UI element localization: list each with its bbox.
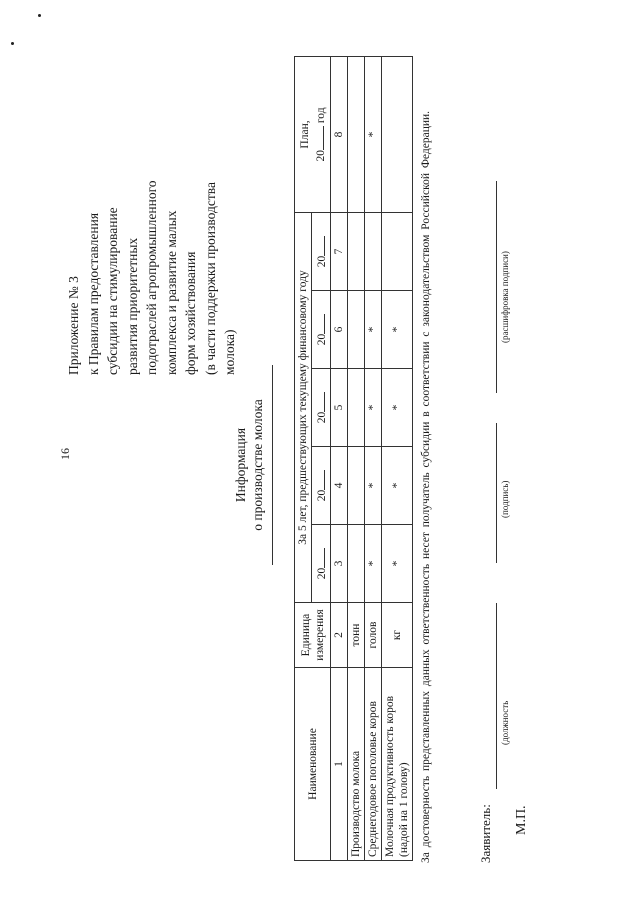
table-cell xyxy=(382,56,413,212)
signature-block xyxy=(474,58,514,863)
appendix-line: форм хозяйствования xyxy=(183,251,198,375)
row-name: Производство молока xyxy=(348,668,365,861)
table-cell: * xyxy=(365,525,382,603)
table-cell xyxy=(348,56,365,212)
position-caption: (должность xyxy=(500,700,510,745)
column-number: 1 xyxy=(331,668,348,861)
column-number: 2 xyxy=(331,603,348,668)
appendix-line: подотраслей агропромышленного xyxy=(144,180,159,375)
position-line xyxy=(496,603,497,789)
table-cell: * xyxy=(382,369,413,447)
appendix-line: комплекса и развитие малых xyxy=(163,210,179,375)
appendix-line: к Правилам предоставления xyxy=(85,212,101,375)
subtitle: о производстве молока xyxy=(250,399,265,531)
appendix-line: Приложение № 3 xyxy=(66,276,81,375)
header-name: Наименование xyxy=(295,668,331,861)
table-row xyxy=(365,56,382,860)
plan-label: План, xyxy=(298,120,311,149)
milk-production-table xyxy=(294,56,413,861)
year-cell: 20 xyxy=(312,369,331,447)
signature-caption: (подпись) xyxy=(500,480,510,518)
table-cell: * xyxy=(365,369,382,447)
appendix-heading xyxy=(64,45,240,375)
year-cell: 20 xyxy=(312,291,331,369)
appendix-line: субсидии на стимулирование xyxy=(105,207,120,375)
page-number: 16 xyxy=(58,448,72,460)
year-cell: 20 xyxy=(312,212,331,290)
row-unit: кг xyxy=(382,603,413,668)
column-number: 7 xyxy=(331,212,348,290)
document-title xyxy=(232,345,266,585)
table-cell: * xyxy=(365,56,382,212)
table-cell: * xyxy=(382,447,413,525)
stamp-place: М.П. xyxy=(514,805,529,835)
appendix-line: развития приоритетных xyxy=(124,237,140,375)
appendix-line: (в части поддержки производства xyxy=(202,182,218,375)
title-underline xyxy=(272,365,273,565)
name-line xyxy=(496,181,497,393)
table-header-row xyxy=(295,56,312,860)
table-cell: * xyxy=(382,291,413,369)
header-plan xyxy=(295,56,331,212)
plan-year: 20 год xyxy=(312,60,328,209)
applicant-label: Заявитель: xyxy=(478,804,493,863)
column-number: 8 xyxy=(331,56,348,212)
table-cell: * xyxy=(382,525,413,603)
year-cell: 20 xyxy=(312,525,331,603)
title: Информация xyxy=(233,427,248,503)
table-row xyxy=(382,56,413,860)
table-cell xyxy=(382,212,413,290)
appendix-line: молока) xyxy=(222,329,237,375)
column-number: 6 xyxy=(331,291,348,369)
row-name: Среднегодовое поголовье коров xyxy=(365,668,382,861)
row-unit: тонн xyxy=(348,603,365,668)
column-number: 4 xyxy=(331,447,348,525)
responsibility-note: За достоверность представленных данных ответственность несет получатель субсидии в соответствии с законодательством Российской Федерации. xyxy=(420,110,432,863)
header-unit: Единица измерения xyxy=(295,603,331,668)
column-number: 3 xyxy=(331,525,348,603)
table-cell: * xyxy=(365,447,382,525)
row-name: Молочная продуктивность коров (надой на 1 голову) xyxy=(382,668,413,861)
year-cell: 20 xyxy=(312,447,331,525)
signature-line xyxy=(496,423,497,563)
table-cell xyxy=(348,525,365,603)
header-period: За 5 лет, предшествующих текущему финансовому году xyxy=(295,212,312,602)
row-unit: голов xyxy=(365,603,382,668)
table-cell xyxy=(348,291,365,369)
table-cell: * xyxy=(365,291,382,369)
table-cell xyxy=(365,212,382,290)
column-number: 5 xyxy=(331,369,348,447)
table-cell xyxy=(348,447,365,525)
table-row xyxy=(348,56,365,860)
table-column-numbers-row xyxy=(331,56,348,860)
name-caption: (расшифровка подписи) xyxy=(500,251,510,343)
table-cell xyxy=(348,212,365,290)
table-cell xyxy=(348,369,365,447)
